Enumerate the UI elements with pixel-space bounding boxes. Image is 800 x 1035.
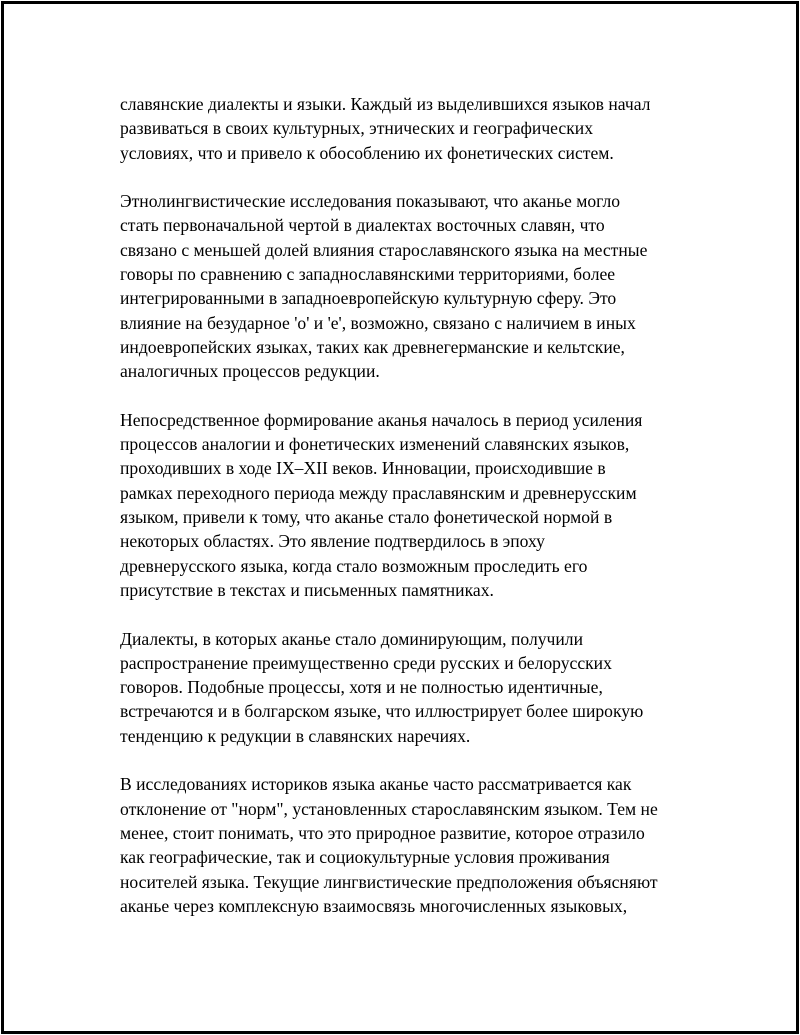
paragraph-3: Непосредственное формирование аканья началось в период усиления процессов аналогии и фонетических изменений славянских языков, проходивших в ходе IX–XII веков. Инновации, происходившие в рамках переходного периода между праславянским и древнерусским языком, привели к тому, что аканье стало фонетической нормой в некоторых областях. Это явление подтвердилось в эпоху древнерусского языка, когда стало возможным проследить его присутствие в текстах и письменных памятниках.: [120, 409, 643, 600]
paragraph-5: В исследованиях историков языка аканье часто рассматривается как отклонение от "норм", установленных старославянским языком. Тем не менее, стоит понимать, что это природное развитие, которое отразило как географические, так и социокультурные условия проживания носителей языка. Текущие лингвистические предположения объясняют аканье через комплексную взаимосвязь многочисленных языковых,: [120, 774, 658, 916]
paragraph-2: Этнолингвистические исследования показывают, что аканье могло стать первоначальной чертой в диалектах восточных славян, что связано с меньшей долей влияния старославянского языка на местные говоры по сравнению с западнославянскими территориями, более интегрированными в западноевропейскую культурную сферу. Это влияние на безударное 'о' и 'е', возможно, связано с наличием в иных индоевропейских языках, таких как древнегерманские и кельтские, аналогичных процессов редукции.: [120, 191, 648, 382]
paragraph-1: славянские диалекты и языки. Каждый из выделившихся языков начал развиваться в своих культурных, этнических и географических условиях, что и привело к обособлению их фонетических систем.: [120, 94, 651, 163]
document-page: [1, 1, 799, 1034]
paragraph-4: Диалекты, в которых аканье стало доминирующим, получили распространение преимущественно среди русских и белорусских говоров. Подобные процессы, хотя и не полностью идентичные, встречаются и в болгарском языке, что иллюстрирует более широкую тенденцию к редукции в славянских наречиях.: [120, 628, 644, 746]
document-body: [120, 92, 700, 942]
